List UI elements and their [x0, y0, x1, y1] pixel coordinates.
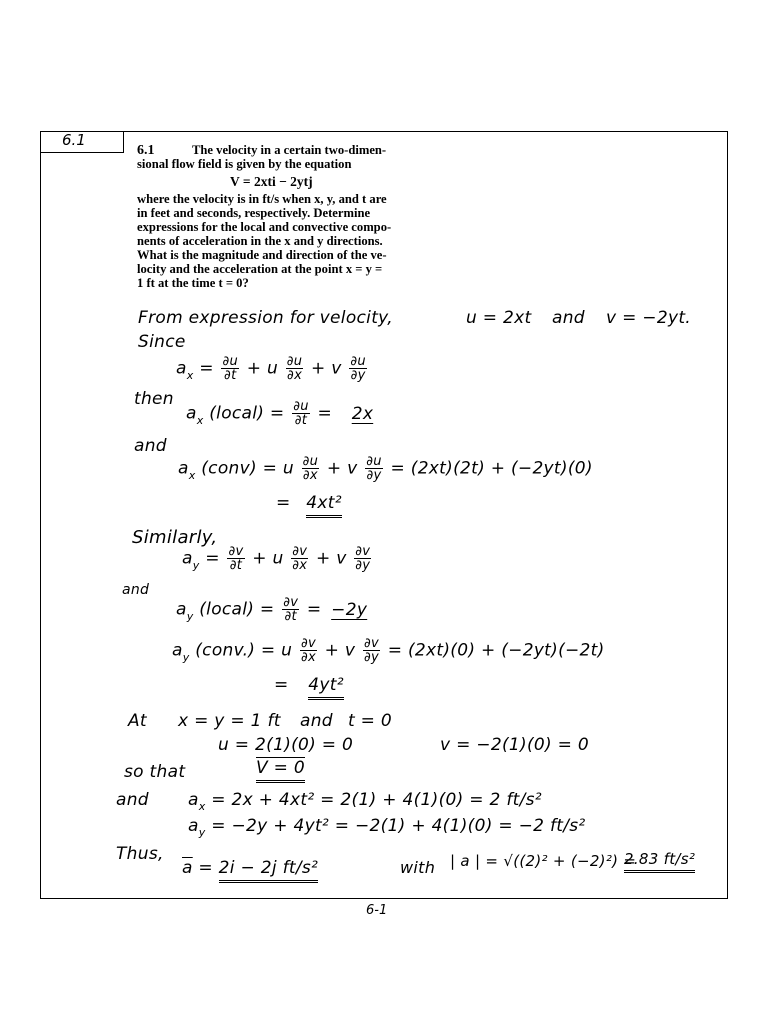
- ay-value-line: $a_y = -2y + 4yt^2 = -2(1) + 4(1)(0) = -2$ ft/s²: [188, 816, 586, 839]
- v-definition: v = −2yt.: [606, 308, 692, 328]
- u-value: u = 2(1)(0) = 0: [218, 735, 354, 755]
- point-condition: x = y = 1 ft: [178, 711, 281, 731]
- problem-number: 6.1: [137, 143, 155, 158]
- ay-local-equation: $a_y$ (local) = $\frac{\partial v}{\partial t}$ = −2y: [176, 595, 368, 624]
- problem-equation: V = 2xti − 2ytj: [230, 174, 313, 189]
- ax-symbol: a: [176, 358, 187, 379]
- time-condition: t = 0: [348, 711, 393, 731]
- and-label-2: and: [134, 436, 167, 456]
- ax-local-equation: $a_x$ (local) = $\frac{\partial u}{\partial t}$ = 2x: [186, 399, 374, 428]
- and-label: and: [552, 308, 585, 328]
- problem-line-9: locity and the acceleration at the point x = y =: [137, 262, 383, 276]
- ay-local-answer: −2y: [331, 599, 368, 620]
- intro-text: From expression for velocity,: [138, 308, 393, 328]
- problem-line-4: where the velocity is in ft/s when x, y, and t are: [137, 192, 387, 206]
- problem-line-5: in feet and seconds, respectively. Determine: [137, 206, 371, 220]
- so-that-label: so that: [124, 762, 186, 782]
- ay-conv-answer: = 4yt²: [274, 675, 344, 695]
- problem-line-7: nents of acceleration in the x and y directions.: [137, 234, 383, 248]
- problem-line-8: What is the magnitude and direction of the ve-: [137, 248, 387, 262]
- acceleration-vector: $\overline{a} = 2i - 2j$ ft/s²: [182, 858, 318, 878]
- similarly-label: Similarly,: [132, 527, 218, 548]
- ay-equation: $a_y$ = $\frac{\partial v}{\partial t}$ + u $\frac{\partial v}{\partial x}$ + v $\frac{\partial v}{\partial y}$: [182, 544, 371, 573]
- problem-line-10: 1 ft at the time t = 0?: [137, 276, 249, 290]
- since-label: Since: [138, 332, 186, 352]
- ax-conv-answer: = 4xt²: [276, 493, 342, 513]
- ax-value-line: $a_x = 2x + 4xt^2 = 2(1) + 4(1)(0) = 2$ ft/s²: [188, 790, 542, 813]
- and-label-3: and: [122, 582, 150, 598]
- ay-conv-equation: $a_y$ (conv.) = u $\frac{\partial v}{\partial x}$ + v $\frac{\partial v}{\partial y}$ = (2xt)(0) + (−2yt)(−2t): [172, 636, 605, 665]
- v-value: v = −2(1)(0) = 0: [440, 735, 590, 755]
- magnitude-answer: 2.83 ft/s²: [624, 850, 695, 868]
- velocity-vector-zero: V = 0: [256, 758, 305, 778]
- magnitude-expression: | a | = √((2)² + (−2)²) =: [450, 852, 637, 870]
- thus-label: Thus,: [116, 844, 164, 864]
- problem-line-1: The velocity in a certain two-dimen-: [192, 143, 387, 157]
- u-definition: u = 2xt: [466, 308, 532, 328]
- at-label: At: [128, 711, 147, 731]
- then-label: then: [134, 389, 174, 409]
- ax-conv-equation: $a_x$ (conv) = u $\frac{\partial u}{\partial x}$ + v $\frac{\partial u}{\partial y}$ = (2xt)(2t) + (−2yt)(0): [178, 454, 593, 483]
- and-label-4: and: [300, 711, 333, 731]
- problem-line-6: expressions for the local and convective compo-: [137, 220, 392, 234]
- page-number: 6-1: [366, 903, 388, 918]
- problem-tag: 6.1: [62, 131, 86, 149]
- ax-local-answer: 2x: [351, 403, 374, 424]
- problem-line-2: sional flow field is given by the equation: [137, 157, 352, 171]
- and-label-5: and: [116, 790, 149, 810]
- with-label: with: [400, 858, 436, 877]
- ax-equation: $a_x$ = $\frac{\partial u}{\partial t}$ + u $\frac{\partial u}{\partial x}$ + v $\frac{\partial u}{\partial y}$: [176, 354, 366, 383]
